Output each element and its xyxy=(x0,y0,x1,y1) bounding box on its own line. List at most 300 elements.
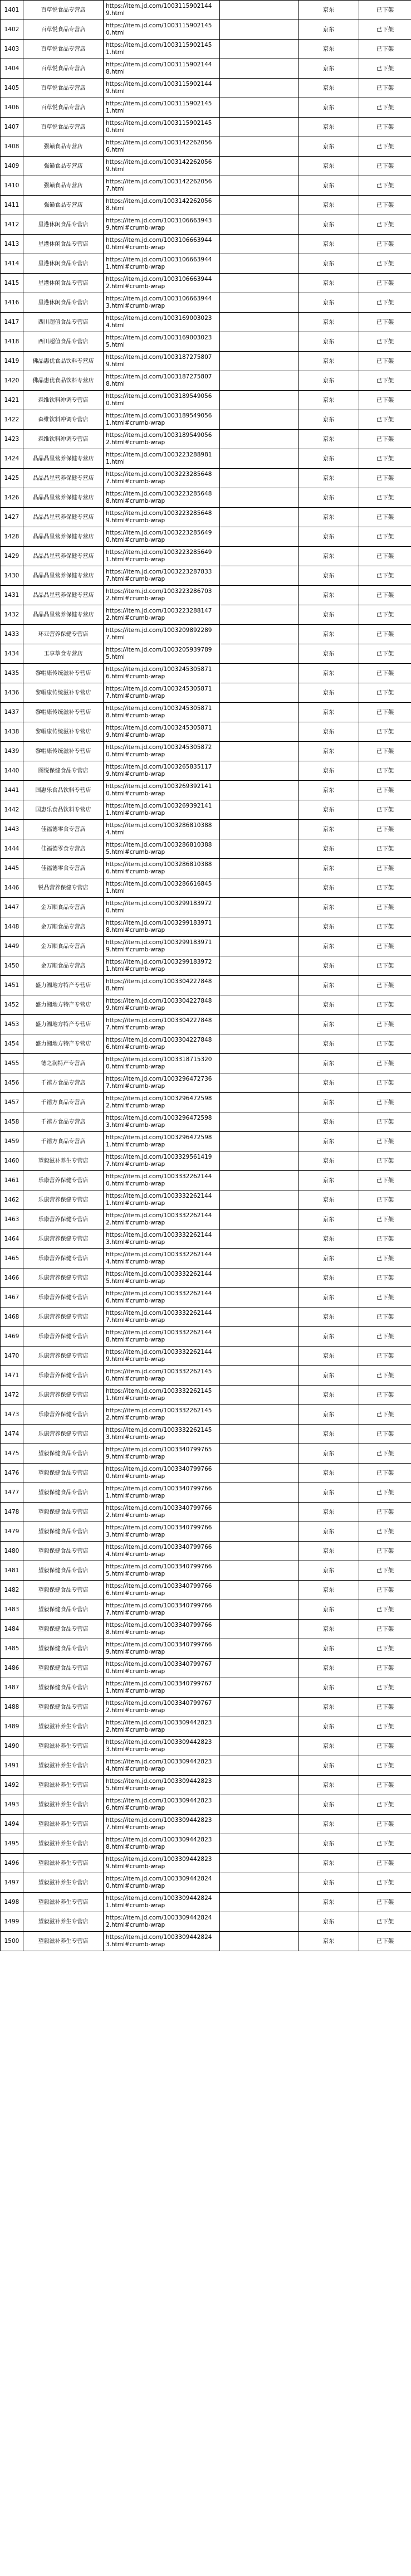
platform-cell: 京东 xyxy=(299,742,359,761)
empty-cell xyxy=(220,1893,299,1912)
product-url[interactable]: https://item.jd.com/10032232856488.html#crumb-wrap xyxy=(104,488,220,508)
row-number: 1464 xyxy=(1,1229,23,1249)
table-row xyxy=(1,586,411,605)
shop-name: 佛晶惠优食品饮料专营店 xyxy=(23,352,104,371)
product-url[interactable]: https://item.jd.com/10031872758078.html xyxy=(104,371,220,391)
platform-cell: 京东 xyxy=(299,1659,359,1678)
product-url[interactable]: https://item.jd.com/10031159021451.html xyxy=(104,98,220,118)
row-number: 1486 xyxy=(1,1659,23,1678)
shop-name: 森维饮料冲调专营店 xyxy=(23,430,104,449)
row-number: 1493 xyxy=(1,1795,23,1815)
product-url[interactable]: https://item.jd.com/10033407997669.html#crumb-wrap xyxy=(104,1639,220,1659)
empty-cell xyxy=(220,1581,299,1600)
status-cell: 已下架 xyxy=(359,1893,411,1912)
product-url[interactable]: https://item.jd.com/10033094428236.html#crumb-wrap xyxy=(104,1795,220,1815)
product-url[interactable]: https://item.jd.com/10032453058717.html#crumb-wrap xyxy=(104,683,220,703)
status-cell: 已下架 xyxy=(359,1483,411,1503)
product-url[interactable]: https://item.jd.com/10033322621448.html#crumb-wrap xyxy=(104,1327,220,1347)
shop-name: 黎帽康传统滋补专营店 xyxy=(23,722,104,742)
table-row xyxy=(1,1795,411,1815)
empty-cell xyxy=(220,1776,299,1795)
status-cell: 已下架 xyxy=(359,1737,411,1756)
status-cell: 已下架 xyxy=(359,293,411,313)
table-row xyxy=(1,1522,411,1542)
empty-cell xyxy=(220,1483,299,1503)
table-row xyxy=(1,254,411,274)
table-row xyxy=(1,898,411,917)
product-url[interactable]: https://item.jd.com/10031159021449.html xyxy=(104,1,220,20)
product-url[interactable]: https://item.jd.com/10033094428233.html#crumb-wrap xyxy=(104,1737,220,1756)
status-cell: 已下架 xyxy=(359,1776,411,1795)
product-url[interactable]: https://item.jd.com/10031422620569.html xyxy=(104,157,220,176)
table-row xyxy=(1,137,411,157)
table-row xyxy=(1,508,411,527)
status-cell: 已下架 xyxy=(359,1054,411,1073)
product-url[interactable]: https://item.jd.com/10031066639442.html#crumb-wrap xyxy=(104,274,220,293)
platform-cell: 京东 xyxy=(299,1151,359,1171)
platform-cell: 京东 xyxy=(299,1795,359,1815)
product-url[interactable]: https://item.jd.com/10031159021449.html xyxy=(104,79,220,98)
product-url[interactable]: https://item.jd.com/10033322621445.html#crumb-wrap xyxy=(104,1268,220,1288)
status-cell: 已下架 xyxy=(359,1503,411,1522)
product-url[interactable]: https://item.jd.com/10033094428242.html#crumb-wrap xyxy=(104,1912,220,1932)
status-cell: 已下架 xyxy=(359,488,411,508)
platform-cell: 京东 xyxy=(299,274,359,293)
row-number: 1422 xyxy=(1,410,23,430)
table-row xyxy=(1,449,411,469)
shop-name: 望毅滋补养生专营店 xyxy=(23,1737,104,1756)
empty-cell xyxy=(220,1249,299,1268)
empty-cell xyxy=(220,1639,299,1659)
empty-cell xyxy=(220,839,299,859)
platform-cell: 京东 xyxy=(299,1620,359,1639)
row-number: 1477 xyxy=(1,1483,23,1503)
product-url[interactable]: https://item.jd.com/10031422620568.html xyxy=(104,196,220,215)
product-url[interactable]: https://item.jd.com/10031895490561.html#crumb-wrap xyxy=(104,410,220,430)
table-row xyxy=(1,1932,411,1951)
product-url[interactable]: https://item.jd.com/10032693921410.html#crumb-wrap xyxy=(104,781,220,800)
table-row xyxy=(1,1873,411,1893)
product-url[interactable]: https://item.jd.com/10032232856489.html#crumb-wrap xyxy=(104,508,220,527)
empty-cell xyxy=(220,1073,299,1093)
row-number: 1458 xyxy=(1,1112,23,1132)
table-row xyxy=(1,644,411,664)
row-number: 1417 xyxy=(1,313,23,332)
empty-cell xyxy=(220,313,299,332)
platform-cell: 京东 xyxy=(299,176,359,196)
shop-name: 晶晶晶星营养保健专营店 xyxy=(23,449,104,469)
status-cell: 已下架 xyxy=(359,137,411,157)
shop-name: 望毅保健食品专营店 xyxy=(23,1464,104,1483)
empty-cell xyxy=(220,391,299,410)
product-url[interactable]: https://item.jd.com/10033094428243.html#crumb-wrap xyxy=(104,1932,220,1951)
product-url[interactable]: https://item.jd.com/10033094428241.html#crumb-wrap xyxy=(104,1893,220,1912)
table-row xyxy=(1,332,411,352)
empty-cell xyxy=(220,1210,299,1229)
product-url[interactable]: https://item.jd.com/10032866168451.html xyxy=(104,878,220,898)
empty-cell xyxy=(220,1093,299,1112)
platform-cell: 京东 xyxy=(299,391,359,410)
row-number: 1454 xyxy=(1,1034,23,1054)
platform-cell: 京东 xyxy=(299,1639,359,1659)
row-number: 1472 xyxy=(1,1386,23,1405)
product-url[interactable]: https://item.jd.com/10032232856490.html#crumb-wrap xyxy=(104,527,220,547)
product-url[interactable]: https://item.jd.com/10032232856491.html#crumb-wrap xyxy=(104,547,220,566)
status-cell: 已下架 xyxy=(359,1698,411,1717)
empty-cell xyxy=(220,1659,299,1678)
product-url[interactable]: https://item.jd.com/10033407997664.html#crumb-wrap xyxy=(104,1542,220,1561)
product-url[interactable]: https://item.jd.com/10031159021451.html xyxy=(104,40,220,59)
platform-cell: 京东 xyxy=(299,878,359,898)
row-number: 1484 xyxy=(1,1620,23,1639)
row-number: 1496 xyxy=(1,1854,23,1873)
status-cell: 已下架 xyxy=(359,410,411,430)
product-url[interactable]: https://item.jd.com/10032693921411.html#crumb-wrap xyxy=(104,800,220,820)
table-row xyxy=(1,625,411,644)
product-url[interactable]: https://item.jd.com/10031159021448.html xyxy=(104,59,220,79)
row-number: 1419 xyxy=(1,352,23,371)
table-row xyxy=(1,1151,411,1171)
platform-cell: 京东 xyxy=(299,157,359,176)
product-url[interactable]: https://item.jd.com/10032991839720.html xyxy=(104,898,220,917)
status-cell: 已下架 xyxy=(359,1073,411,1093)
product-url[interactable]: https://item.jd.com/10033187153200.html#crumb-wrap xyxy=(104,1054,220,1073)
platform-cell: 京东 xyxy=(299,430,359,449)
table-row xyxy=(1,1249,411,1268)
product-url[interactable]: https://item.jd.com/10032453058720.html#crumb-wrap xyxy=(104,742,220,761)
product-url[interactable]: https://item.jd.com/10033094428240.html#crumb-wrap xyxy=(104,1873,220,1893)
table-row xyxy=(1,176,411,196)
status-cell: 已下架 xyxy=(359,644,411,664)
product-url[interactable]: https://item.jd.com/10032964727367.html#crumb-wrap xyxy=(104,1073,220,1093)
product-url[interactable]: https://item.jd.com/10031895490560.html xyxy=(104,391,220,410)
platform-cell: 京东 xyxy=(299,1464,359,1483)
product-url[interactable]: https://item.jd.com/10032232889811.html xyxy=(104,449,220,469)
platform-cell: 京东 xyxy=(299,1600,359,1620)
product-url[interactable]: https://item.jd.com/10033407997665.html#crumb-wrap xyxy=(104,1561,220,1581)
table-row xyxy=(1,274,411,293)
product-url[interactable]: https://item.jd.com/10033407997660.html#crumb-wrap xyxy=(104,1464,220,1483)
empty-cell xyxy=(220,1190,299,1210)
product-url[interactable]: https://item.jd.com/10031066639441.html#crumb-wrap xyxy=(104,254,220,274)
row-number: 1474 xyxy=(1,1425,23,1444)
product-url[interactable]: https://item.jd.com/10033094428234.html#crumb-wrap xyxy=(104,1756,220,1776)
status-cell: 已下架 xyxy=(359,1815,411,1834)
row-number: 1475 xyxy=(1,1444,23,1464)
product-url[interactable]: https://item.jd.com/10033407997667.html#crumb-wrap xyxy=(104,1600,220,1620)
shop-name: 西川超值食品专营店 xyxy=(23,332,104,352)
product-url[interactable]: https://item.jd.com/10033407997661.html#crumb-wrap xyxy=(104,1483,220,1503)
shop-name: 晶晶晶星营养保健专营店 xyxy=(23,488,104,508)
table-row xyxy=(1,1073,411,1093)
platform-cell: 京东 xyxy=(299,995,359,1015)
product-url[interactable]: https://item.jd.com/10033322621444.html#crumb-wrap xyxy=(104,1249,220,1268)
product-url[interactable]: https://item.jd.com/10032453058716.html#crumb-wrap xyxy=(104,664,220,683)
table-row xyxy=(1,937,411,956)
row-number: 1481 xyxy=(1,1561,23,1581)
shop-name: 金万顺食品专营店 xyxy=(23,898,104,917)
status-cell: 已下架 xyxy=(359,1,411,20)
row-number: 1500 xyxy=(1,1932,23,1951)
product-url[interactable]: https://item.jd.com/10032232856487.html#crumb-wrap xyxy=(104,469,220,488)
product-url[interactable]: https://item.jd.com/10033407997672.html#crumb-wrap xyxy=(104,1698,220,1717)
shop-name: 星港休闲食品专营店 xyxy=(23,215,104,235)
product-url[interactable]: https://item.jd.com/10032964725981.html#crumb-wrap xyxy=(104,1132,220,1151)
product-url[interactable]: https://item.jd.com/10033042278486.html#crumb-wrap xyxy=(104,1034,220,1054)
platform-cell: 京东 xyxy=(299,1132,359,1151)
platform-cell: 京东 xyxy=(299,1932,359,1951)
shop-name: 乐康营养保健专营店 xyxy=(23,1288,104,1308)
row-number: 1499 xyxy=(1,1912,23,1932)
shop-name: 百草悦食品专营店 xyxy=(23,79,104,98)
product-url[interactable]: https://item.jd.com/10031895490562.html#crumb-wrap xyxy=(104,430,220,449)
product-url[interactable]: https://item.jd.com/10033295614197.html#crumb-wrap xyxy=(104,1151,220,1171)
product-url[interactable]: https://item.jd.com/10033094428237.html#crumb-wrap xyxy=(104,1815,220,1834)
table-row xyxy=(1,313,411,332)
row-number: 1436 xyxy=(1,683,23,703)
table-row xyxy=(1,995,411,1015)
product-url[interactable]: https://item.jd.com/10032868103884.html xyxy=(104,820,220,839)
platform-cell: 京东 xyxy=(299,1366,359,1386)
table-row xyxy=(1,1444,411,1464)
platform-cell: 京东 xyxy=(299,1,359,20)
product-url[interactable]: https://item.jd.com/10033042278487.html#crumb-wrap xyxy=(104,1015,220,1034)
platform-cell: 京东 xyxy=(299,79,359,98)
empty-cell xyxy=(220,508,299,527)
product-url[interactable]: https://item.jd.com/10033094428235.html#crumb-wrap xyxy=(104,1776,220,1795)
status-cell: 已下架 xyxy=(359,839,411,859)
product-url[interactable]: https://item.jd.com/10031690030235.html xyxy=(104,332,220,352)
shop-name: 玉享萃食专营店 xyxy=(23,644,104,664)
product-url[interactable]: https://item.jd.com/10033407997662.html#crumb-wrap xyxy=(104,1503,220,1522)
product-url[interactable]: https://item.jd.com/10032991839721.html#crumb-wrap xyxy=(104,956,220,976)
status-cell: 已下架 xyxy=(359,1932,411,1951)
product-url[interactable]: https://item.jd.com/10033322621442.html#crumb-wrap xyxy=(104,1210,220,1229)
platform-cell: 京东 xyxy=(299,1678,359,1698)
product-url[interactable]: https://item.jd.com/10033094428239.html#crumb-wrap xyxy=(104,1854,220,1873)
platform-cell: 京东 xyxy=(299,859,359,878)
status-cell: 已下架 xyxy=(359,820,411,839)
product-url[interactable]: https://item.jd.com/10032232878337.html#crumb-wrap xyxy=(104,566,220,586)
platform-cell: 京东 xyxy=(299,98,359,118)
empty-cell xyxy=(220,566,299,586)
row-number: 1401 xyxy=(1,1,23,20)
status-cell: 已下架 xyxy=(359,430,411,449)
product-url[interactable]: https://item.jd.com/10033322621450.html#crumb-wrap xyxy=(104,1366,220,1386)
product-url[interactable]: https://item.jd.com/10033322621441.html#crumb-wrap xyxy=(104,1190,220,1210)
status-cell: 已下架 xyxy=(359,254,411,274)
shop-name: 乐康营养保健专营店 xyxy=(23,1249,104,1268)
row-number: 1487 xyxy=(1,1678,23,1698)
empty-cell xyxy=(220,1444,299,1464)
empty-cell xyxy=(220,1308,299,1327)
status-cell: 已下架 xyxy=(359,469,411,488)
table-row xyxy=(1,1054,411,1073)
empty-cell xyxy=(220,761,299,781)
empty-cell xyxy=(220,1600,299,1620)
product-url[interactable]: https://item.jd.com/10032232881472.html#crumb-wrap xyxy=(104,605,220,625)
empty-cell xyxy=(220,469,299,488)
empty-cell xyxy=(220,196,299,215)
shop-name: 乐康营养保健专营店 xyxy=(23,1405,104,1425)
status-cell: 已下架 xyxy=(359,1678,411,1698)
product-url[interactable]: https://item.jd.com/10032453058718.html#crumb-wrap xyxy=(104,703,220,722)
status-cell: 已下架 xyxy=(359,1288,411,1308)
table-row xyxy=(1,1581,411,1600)
row-number: 1421 xyxy=(1,391,23,410)
platform-cell: 京东 xyxy=(299,59,359,79)
product-url[interactable]: https://item.jd.com/10032232867032.html#crumb-wrap xyxy=(104,586,220,605)
shop-name: 锐品营养保健专营店 xyxy=(23,878,104,898)
table-row xyxy=(1,1542,411,1561)
row-number: 1461 xyxy=(1,1171,23,1190)
product-url[interactable]: https://item.jd.com/10033322621447.html#crumb-wrap xyxy=(104,1308,220,1327)
product-url[interactable]: https://item.jd.com/10033042278488.html xyxy=(104,976,220,995)
product-url[interactable]: https://item.jd.com/10032964725982.html#crumb-wrap xyxy=(104,1093,220,1112)
empty-cell xyxy=(220,1034,299,1054)
product-url[interactable]: https://item.jd.com/10031872758079.html xyxy=(104,352,220,371)
product-url[interactable]: https://item.jd.com/10033407997668.html#crumb-wrap xyxy=(104,1620,220,1639)
shop-name: 图悦保健食品专营店 xyxy=(23,761,104,781)
table-row xyxy=(1,371,411,391)
product-url[interactable]: https://item.jd.com/10033407997670.html#crumb-wrap xyxy=(104,1659,220,1678)
product-url[interactable]: https://item.jd.com/10032658351179.html#crumb-wrap xyxy=(104,761,220,781)
table-row xyxy=(1,215,411,235)
product-url[interactable]: https://item.jd.com/10032991839718.html#crumb-wrap xyxy=(104,917,220,937)
product-url[interactable]: https://item.jd.com/10033322621452.html#crumb-wrap xyxy=(104,1405,220,1425)
product-url[interactable]: https://item.jd.com/10031066639440.html#crumb-wrap xyxy=(104,235,220,254)
row-number: 1437 xyxy=(1,703,23,722)
product-url[interactable]: https://item.jd.com/10031422620566.html xyxy=(104,137,220,157)
product-url[interactable]: https://item.jd.com/10033322621440.html#crumb-wrap xyxy=(104,1171,220,1190)
product-url[interactable]: https://item.jd.com/10033322621446.html#crumb-wrap xyxy=(104,1288,220,1308)
product-url[interactable]: https://item.jd.com/10032964725983.html#crumb-wrap xyxy=(104,1112,220,1132)
status-cell: 已下架 xyxy=(359,79,411,98)
platform-cell: 京东 xyxy=(299,1542,359,1561)
shop-name: 星港休闲食品专营店 xyxy=(23,254,104,274)
shop-name: 望毅保健食品专营店 xyxy=(23,1659,104,1678)
empty-cell xyxy=(220,1268,299,1288)
table-row xyxy=(1,1834,411,1854)
table-row xyxy=(1,1171,411,1190)
shop-name: 乐康营养保健专营店 xyxy=(23,1171,104,1190)
product-url[interactable]: https://item.jd.com/10031422620567.html xyxy=(104,176,220,196)
status-cell: 已下架 xyxy=(359,1151,411,1171)
product-url[interactable]: https://item.jd.com/10033322621449.html#crumb-wrap xyxy=(104,1347,220,1366)
empty-cell xyxy=(220,898,299,917)
platform-cell: 京东 xyxy=(299,566,359,586)
product-url[interactable]: https://item.jd.com/10033407997671.html#crumb-wrap xyxy=(104,1678,220,1698)
product-url[interactable]: https://item.jd.com/10031690030234.html xyxy=(104,313,220,332)
platform-cell: 京东 xyxy=(299,898,359,917)
shop-name: 千禧方食品专营店 xyxy=(23,1073,104,1093)
shop-name: 望毅保健食品专营店 xyxy=(23,1581,104,1600)
platform-cell: 京东 xyxy=(299,820,359,839)
row-number: 1456 xyxy=(1,1073,23,1093)
empty-cell xyxy=(220,820,299,839)
platform-cell: 京东 xyxy=(299,1112,359,1132)
product-url[interactable]: https://item.jd.com/10033042278489.html#crumb-wrap xyxy=(104,995,220,1015)
row-number: 1476 xyxy=(1,1464,23,1483)
table-row xyxy=(1,1893,411,1912)
row-number: 1427 xyxy=(1,508,23,527)
shop-name: 千禧方食品专营店 xyxy=(23,1112,104,1132)
empty-cell xyxy=(220,1015,299,1034)
status-cell: 已下架 xyxy=(359,742,411,761)
shop-name: 望毅保健食品专营店 xyxy=(23,1542,104,1561)
row-number: 1465 xyxy=(1,1249,23,1268)
row-number: 1497 xyxy=(1,1873,23,1893)
product-url[interactable]: https://item.jd.com/10031159021450.html xyxy=(104,118,220,137)
status-cell: 已下架 xyxy=(359,1620,411,1639)
table-row xyxy=(1,1268,411,1288)
table-row xyxy=(1,1464,411,1483)
table-row xyxy=(1,79,411,98)
shop-name: 望毅滋补养生专营店 xyxy=(23,1151,104,1171)
shop-name: 黎帽康传统滋补专营店 xyxy=(23,742,104,761)
status-cell: 已下架 xyxy=(359,371,411,391)
shop-name: 望毅保健食品专营店 xyxy=(23,1503,104,1522)
table-row xyxy=(1,196,411,215)
row-number: 1426 xyxy=(1,488,23,508)
status-cell: 已下架 xyxy=(359,1639,411,1659)
status-cell: 已下架 xyxy=(359,859,411,878)
shop-name: 乐康营养保健专营店 xyxy=(23,1190,104,1210)
product-url[interactable]: https://item.jd.com/10032868103885.html#crumb-wrap xyxy=(104,839,220,859)
row-number: 1483 xyxy=(1,1600,23,1620)
platform-cell: 京东 xyxy=(299,800,359,820)
row-number: 1455 xyxy=(1,1054,23,1073)
product-url[interactable]: https://item.jd.com/10033407997663.html#crumb-wrap xyxy=(104,1522,220,1542)
product-url[interactable]: https://item.jd.com/10031066639439.html#crumb-wrap xyxy=(104,215,220,235)
status-cell: 已下架 xyxy=(359,1268,411,1288)
table-row xyxy=(1,1210,411,1229)
empty-cell xyxy=(220,1873,299,1893)
product-url[interactable]: https://item.jd.com/10033322621451.html#crumb-wrap xyxy=(104,1386,220,1405)
product-url[interactable]: https://item.jd.com/10031159021450.html xyxy=(104,20,220,40)
platform-cell: 京东 xyxy=(299,352,359,371)
empty-cell xyxy=(220,1425,299,1444)
product-url[interactable]: https://item.jd.com/10032098922897.html xyxy=(104,625,220,644)
product-url[interactable]: https://item.jd.com/10033322621453.html#crumb-wrap xyxy=(104,1425,220,1444)
product-url[interactable]: https://item.jd.com/10033407997659.html#crumb-wrap xyxy=(104,1444,220,1464)
empty-cell xyxy=(220,1171,299,1190)
row-number: 1498 xyxy=(1,1893,23,1912)
product-url[interactable]: https://item.jd.com/10032453058719.html#crumb-wrap xyxy=(104,722,220,742)
shop-name: 国惠乐食品饮料专营店 xyxy=(23,800,104,820)
empty-cell xyxy=(220,586,299,605)
shop-name: 百草悦食品专营店 xyxy=(23,20,104,40)
product-url[interactable]: https://item.jd.com/10031066639443.html#crumb-wrap xyxy=(104,293,220,313)
product-url[interactable]: https://item.jd.com/10032868103886.html#crumb-wrap xyxy=(104,859,220,878)
table-row xyxy=(1,1659,411,1678)
product-url[interactable]: https://item.jd.com/10032059397895.html xyxy=(104,644,220,664)
shop-name: 森维饮料冲调专营店 xyxy=(23,391,104,410)
empty-cell xyxy=(220,1054,299,1073)
row-number: 1451 xyxy=(1,976,23,995)
shop-name: 望毅滋补养生专营店 xyxy=(23,1854,104,1873)
status-cell: 已下架 xyxy=(359,391,411,410)
product-url[interactable]: https://item.jd.com/10033407997666.html#crumb-wrap xyxy=(104,1581,220,1600)
product-url[interactable]: https://item.jd.com/10032991839719.html#crumb-wrap xyxy=(104,937,220,956)
platform-cell: 京东 xyxy=(299,1912,359,1932)
product-url[interactable]: https://item.jd.com/10033322621443.html#crumb-wrap xyxy=(104,1229,220,1249)
shop-name: 乐康营养保健专营店 xyxy=(23,1366,104,1386)
product-url[interactable]: https://item.jd.com/10033094428232.html#crumb-wrap xyxy=(104,1717,220,1737)
shop-name: 星港休闲食品专营店 xyxy=(23,274,104,293)
shop-name: 望毅保健食品专营店 xyxy=(23,1600,104,1620)
product-url[interactable]: https://item.jd.com/10033094428238.html#crumb-wrap xyxy=(104,1834,220,1854)
